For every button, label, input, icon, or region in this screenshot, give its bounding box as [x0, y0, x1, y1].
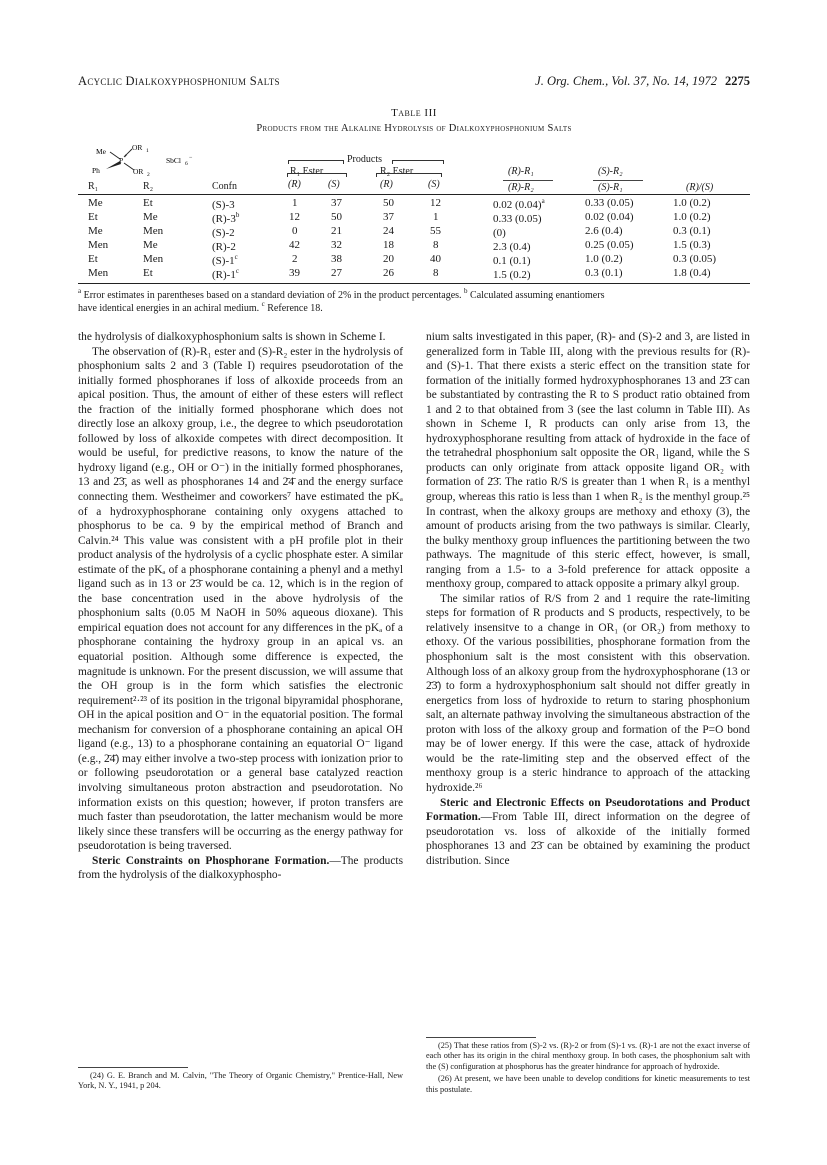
- table-bottom-rule: [78, 283, 750, 284]
- running-head-title: Acyclic Dialkoxyphosphonium Salts: [78, 74, 280, 88]
- cell-ratio3: 1.8 (0.4): [673, 267, 711, 279]
- right-paragraph-1: The similar ratios of R/S from 2 and 1 require the rate-limiting steps for formation of R products and S products, respectively, to be relatively insensitve to a change in OR₁ (or OR₂) from methoxy to ethoxy. Of the various possibilities, phosphorane formation from the phosphonium salt is the most consistent with this observation. Although loss of an alkoxy group from the hydroxyphosphorane (13 or 2̄3̄) to form a hydroxyphosphonium salt should not differ greatly in energetics from loss of hydroxide to return to staring phosphonium salt, an alternate pathway involving the simultaneous abstraction of the proton with loss of the alkoxy group and formation of the P=O bond may be of lower energy. If this were the case, attack of hydroxide would be the rate-limiting step and the observed effect of the menthoxy group is a steric hindrance to approach of the attacking hydroxide.²⁶: [426, 592, 750, 794]
- cell-confn: [212, 239, 236, 253]
- cell-r1: Et: [88, 253, 98, 265]
- header-confn: Confn: [212, 181, 237, 192]
- structure-or1-sub: 1: [146, 148, 149, 154]
- cell-ratio1: [493, 253, 531, 267]
- structure-plus: +: [124, 154, 128, 160]
- r2-ester-header: R₂ Ester: [380, 166, 414, 177]
- cell-r2: Me: [143, 239, 158, 251]
- ratio1-fraction-bar: [503, 180, 553, 181]
- cell-r1-S: 27: [331, 267, 342, 279]
- structure-ph: Ph: [92, 166, 100, 175]
- confn-text: (R)-2: [212, 241, 236, 253]
- footnote-c: Reference 18.: [267, 303, 323, 314]
- cell-r1-R: 2: [292, 253, 298, 265]
- products-brace-left: [288, 160, 344, 161]
- left-paragraph-2: [78, 854, 403, 883]
- confn-sup: b: [235, 211, 240, 219]
- cell-confn: [212, 267, 239, 281]
- structure-anion-sub: 6: [185, 161, 188, 167]
- table-header-rule: [78, 194, 750, 195]
- cell-ratio2: 0.33 (0.05): [585, 197, 634, 209]
- left-column: [78, 330, 403, 883]
- left-paragraph-1: The observation of (R)-R₁ ester and (S)-R₂ ester in the hydrolysis of phosphonium salts 2 and 3 (Table I) requires pseudorotation of the initially formed phosphoranes if loss of alkoxide proceeds from an apical position. Thus, the amount of either of these esters will reflect the fraction of the initially formed phosphorane which does not directly lose an alkoxy group, i.e., the degree to which pseudorotation followed by loss of alkoxide competes with direct decomposition. It would be useful, for predictive reasons, to know the nature of the hydroxy ligand (e.g., OH or O⁻) in the initially formed phosphoranes, 13 and 2̄3̄, as well as phosphoranes 14 and 2̄4̄ and the energy surface connecting them. Westheimer and coworkers⁷ have estimated the pKₐ of a hydroxyphosphorane containing only oxygens attached to phosphorus to be ca. 9 by the empirical method of Branch and Calvin.²⁴ This value was consistent with a pH profile plot in their product analysis of the hydrolysis of a cyclic phosphate ester. A similar estimate of the pKₐ of a phosphorane containing a phenyl and a methyl ligand such as in 13 or 2̄3̄ would be ca. 12, which is in the region of the base concentration used in the above hydrolysis of the phosphonium salts (0.05 M NaOH in 50% aqueous dioxane). This empirical equation does not account for any differences in the pKₐ of a phosphorane containing the hydroxy group in an apical vs. an equatorial position. Although some difference is expected, the magnitude is unknown. For the present discussion, we will assume that the OH group is in the form which satisfies the electronic requirement²·²³ of its position in the trigonal bipyramidal phosphorane, OH in the apical position and O⁻ in the equatorial position. The formal mechanism for conversion of a phosphorane containing an apical OH ligand (e.g., 13) to a phosphorane containing an equatorial O⁻ ligand (e.g., 2̄4̄) may either involve a two-step process with ionization prior to or following pseudorotation or a general base catalyzed reaction involving simultaneous proton abstraction and pseudorotation. No information exists on this question; however, if proton transfers are much faster than pseudorotation, the latter mechanism would be more likely since these transfers will be occurring as the energy pathway for pseudorotation is being traversed.: [78, 345, 403, 853]
- cell-confn: [212, 225, 235, 239]
- cell-ratio2: 0.25 (0.05): [585, 239, 634, 251]
- structure-or1: OR: [132, 143, 143, 152]
- cell-r1: Men: [88, 239, 109, 251]
- table-label: Table III: [391, 107, 437, 119]
- products-header: Products: [347, 154, 382, 165]
- structure-or2-sub: 2: [147, 172, 150, 178]
- ratio2-header-bottom: (S)-R₁: [598, 182, 623, 193]
- header-r1: R₁: [88, 181, 99, 192]
- r2-ester-brace: [376, 173, 442, 174]
- cell-ratio2: 0.02 (0.04): [585, 211, 634, 223]
- ratio1-text: (0): [493, 227, 506, 239]
- journal-citation: J. Org. Chem., Vol. 37, No. 14, 1972: [535, 74, 717, 88]
- cell-ratio1: [493, 267, 531, 281]
- cell-r2: Et: [143, 197, 153, 209]
- cell-r1-R: 0: [292, 225, 298, 237]
- right-column: [426, 330, 750, 868]
- footnote-24: (24) G. E. Branch and M. Calvin, "The Theory of Organic Chemistry," Prentice-Hall, New York, N. Y., 1941, p 204.: [78, 1071, 403, 1091]
- right-paragraph-2: [426, 796, 750, 869]
- header-r2-R: (R): [380, 179, 393, 190]
- r1-ester-header: R₁ Ester: [290, 166, 324, 177]
- running-head-journal: [535, 74, 750, 89]
- page-number: 2275: [725, 74, 750, 88]
- left-paragraph-2-text: —The products from the hydrolysis of the dialkoxyphospho-: [78, 854, 403, 882]
- cell-r1-S: 38: [331, 253, 342, 265]
- cell-ratio3: 1.5 (0.3): [673, 239, 711, 251]
- cell-r2-R: 24: [383, 225, 394, 237]
- header-r1-R: (R): [288, 179, 301, 190]
- confn-sup: c: [234, 253, 238, 261]
- footnote-26: (26) At present, we have been unable to develop conditions for kinetic measurements to test this postulate.: [426, 1074, 750, 1094]
- products-brace-right: [392, 160, 444, 161]
- header-r1-S: (S): [328, 179, 340, 190]
- ratio1-text: 1.5 (0.2): [493, 269, 531, 281]
- cell-r2-S: 8: [433, 239, 439, 251]
- cell-ratio1: [493, 197, 545, 211]
- cell-r1-R: 12: [289, 211, 300, 223]
- footnote-25: (25) That these ratios from (S)-2 vs. (R)-2 or from (S)-1 vs. (R)-1 are not the exact inverse of each other has its origin in the chiral menthoxy group. In both cases, the phosphonium salt with the (S) configuration at phosphorus has the greater hindrance for approach of hydroxide.: [426, 1041, 750, 1071]
- cell-r1: Men: [88, 267, 109, 279]
- ratio1-header-bottom: (R)-R₂: [508, 182, 534, 193]
- ratio1-text: 0.02 (0.04): [493, 199, 542, 211]
- cell-ratio3: 1.0 (0.2): [673, 197, 711, 209]
- cell-ratio1: [493, 211, 542, 225]
- footnote-b-mark: b: [464, 287, 468, 295]
- ratio2-fraction-bar: [593, 180, 643, 181]
- ratio1-text: 2.3 (0.4): [493, 241, 531, 253]
- cell-r1: Me: [88, 225, 103, 237]
- cell-r1-S: 32: [331, 239, 342, 251]
- table-footnotes-line2: [78, 298, 750, 315]
- structure-anion: SbCl: [166, 156, 182, 165]
- header-ratio3: (R)/(S): [686, 182, 714, 193]
- cell-ratio3: 1.0 (0.2): [673, 211, 711, 223]
- footnote-c-mark: c: [261, 300, 265, 308]
- cell-confn: [212, 253, 238, 267]
- footnote-b-part1: Calculated assuming enantiomers: [470, 290, 605, 301]
- cell-r2: Men: [143, 225, 164, 237]
- cell-r2-R: 20: [383, 253, 394, 265]
- right-paragraph-0: nium salts investigated in this paper, (R)- and (S)-2 and 3, are listed in generalized form in Table III, along with the previous results for (R)- and (S)-1. That there exists a steric effect on the transition state for formation of the initially formed hydroxyphosphoranes 13 and 2̄3̄ can be substantiated by contrasting the R to S product ratio obtained from 1 and 2 to that obtained from 3 (see the last column in Table III). As shown in Scheme I, R products can only arise from 13, the hydroxyphosphorane resulting from attack of hydroxide in the face of the tetrahedral phosphonium salt opposite the OR₁ ligand, while the S products can only originate from attack opposite ligand OR₂ with formation of 2̄3̄. The ratio R/S is greater than 1 when R₁ is a menthyl group, whereas this ratio is less than 1 when R₂ is the menthyl group.²⁵ In contrast, when the alkoxy groups are methoxy and ethoxy (3), the amount of products arising from the two pathways is similar. Clearly, the bulky menthoxy group influences the partitioning between the two pathways. The magnitude of this steric effect, however, is small, ranging from a 1.5- to a 3-fold preference for attack opposite a menthoxy group, compared to attack opposite a primary alkyl group.: [426, 331, 750, 591]
- cell-ratio2: 0.3 (0.1): [585, 267, 623, 279]
- cell-r1-R: 39: [289, 267, 300, 279]
- cell-ratio3: 0.3 (0.05): [673, 253, 717, 265]
- running-head: [78, 74, 750, 94]
- cell-r2-R: 37: [383, 211, 394, 223]
- cell-ratio3: 0.3 (0.1): [673, 225, 711, 237]
- right-paragraph-2-text: —From Table III, direct information on the degree of pseudorotation vs. loss of alkoxide of the initially formed phosphoranes 13 and 2̄3̄ can be obtained by examining the product distribution. Since: [426, 811, 750, 867]
- cell-r2: Et: [143, 267, 153, 279]
- confn-text: (S)-1: [212, 255, 235, 267]
- ratio1-header-top: (R)-R₁: [508, 166, 534, 177]
- cell-r2-S: 8: [433, 267, 439, 279]
- section-heading-steric-constraints: Steric Constraints on Phosphorane Formation.: [92, 854, 330, 867]
- cell-r1-S: 21: [331, 225, 342, 237]
- left-paragraph-0: the hydrolysis of dialkoxyphosphonium salts is shown in Scheme I.: [78, 331, 386, 343]
- cell-r2-R: 18: [383, 239, 394, 251]
- cell-ratio1: [493, 239, 531, 253]
- header-r2: R₂: [143, 181, 154, 192]
- cell-r2-S: 12: [430, 197, 441, 209]
- cell-r1-S: 37: [331, 197, 342, 209]
- structure-me: Me: [96, 147, 106, 156]
- structure-or2: OR: [133, 167, 144, 176]
- header-r2-S: (S): [428, 179, 440, 190]
- cell-r2-S: 55: [430, 225, 441, 237]
- cell-ratio2: 1.0 (0.2): [585, 253, 623, 265]
- right-footnotes: [426, 1041, 750, 1097]
- right-footnote-separator: [426, 1037, 536, 1038]
- confn-sup: c: [235, 267, 239, 275]
- left-footnote-separator: [78, 1067, 188, 1068]
- confn-text: (S)-3: [212, 199, 235, 211]
- cell-confn: [212, 211, 239, 225]
- ratio2-header-top: (S)-R₂: [598, 166, 623, 177]
- r1-ester-brace: [287, 173, 347, 174]
- table-title: Products from the Alkaline Hydrolysis of Dialkoxyphosphonium Salts: [256, 123, 572, 134]
- cell-r1-R: 1: [292, 197, 298, 209]
- cell-r2: Men: [143, 253, 164, 265]
- section-heading-steric-electronic: Steric and Electronic Effects on Pseudorotations and Product Formation.: [426, 796, 750, 824]
- confn-text: (R)-1: [212, 269, 236, 281]
- cell-r1-R: 42: [289, 239, 300, 251]
- phosphonium-structure: [86, 143, 236, 179]
- cell-confn: [212, 197, 235, 211]
- structure-anion-charge: −: [189, 155, 193, 161]
- footnote-b-part2: have identical energies in an achiral medium.: [78, 303, 260, 314]
- cell-r1: Et: [88, 211, 98, 223]
- cell-ratio1: [493, 225, 506, 239]
- cell-r2-R: 26: [383, 267, 394, 279]
- cell-ratio2: 2.6 (0.4): [585, 225, 623, 237]
- cell-r2: Me: [143, 211, 158, 223]
- ratio1-text: 0.1 (0.1): [493, 255, 531, 267]
- footnote-a-mark: a: [78, 287, 82, 295]
- cell-r1: Me: [88, 197, 103, 209]
- structure-p: P: [119, 156, 124, 165]
- left-footnotes: [78, 1071, 403, 1094]
- ratio1-text: 0.33 (0.05): [493, 213, 542, 225]
- confn-text: (S)-2: [212, 227, 235, 239]
- cell-r2-S: 40: [430, 253, 441, 265]
- cell-r2-S: 1: [433, 211, 439, 223]
- confn-text: (R)-3: [212, 213, 236, 225]
- cell-r1-S: 50: [331, 211, 342, 223]
- footnote-a: Error estimates in parentheses based on a standard deviation of 2% in the product percentages.: [83, 290, 462, 301]
- cell-r2-R: 50: [383, 197, 394, 209]
- ratio1-sup: a: [541, 197, 545, 205]
